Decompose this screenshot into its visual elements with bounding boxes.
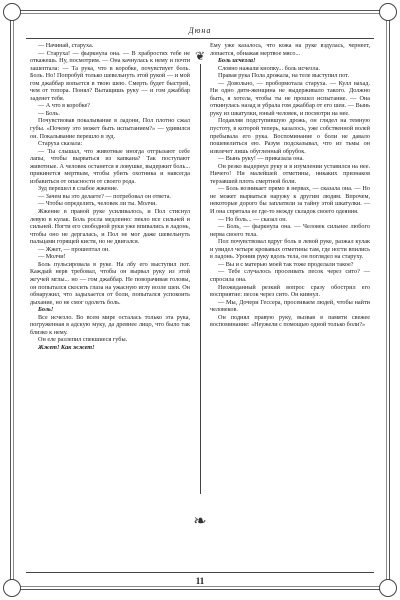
paragraph: Он резко выдернул руку и в изумлении уставился на нее. Ничего! Ни малейшей отметины, никаких признаков терзавшей плоть смертной боли. bbox=[210, 162, 370, 185]
paragraph: — Зачем вы это делаете? — потребовал он ответа. bbox=[38, 192, 171, 200]
paragraph: Старуха сказала: bbox=[38, 140, 83, 148]
corner-ornament-icon bbox=[379, 3, 397, 21]
paragraph: — Чтобы определить, человек ли ты. Молчи. bbox=[38, 200, 157, 208]
paragraph: Он поднял правую руку, вызвав в памяти свежее воспоминание: «Неужели с помощью одной только боли?» bbox=[210, 313, 370, 329]
paragraph: — Вы и с матерью моей так тоже проделали такое? bbox=[218, 260, 354, 268]
paragraph: — Вынь руку! — приказала она. bbox=[218, 155, 304, 163]
paragraph: Ему уже казалось, что кожа на руке вздулась, чернеет, лопается, обнажая мертвое мясо... bbox=[210, 42, 370, 57]
paragraph: Зуд перешел в слабое жжение. bbox=[38, 185, 119, 193]
paragraph: Жжение в правой руке усиливалось, и Пол стиснул левую в кулак. Боль росла медленно: пекло все сильней и сильней. Ногти его свободной руки уже впивались в ладонь, чтобы оно не дергалась, и Пол не мог даже шевельнуть пальцами горящей кисти, но не двигался. bbox=[30, 208, 190, 246]
paragraph: — Боль. bbox=[38, 109, 60, 117]
paragraph: Почувствовав покалывание в ладони, Пол плотно сжал губы. «Почему это может быть испытанием?» — удивился он. Покалывание перешло в зуд. bbox=[30, 117, 190, 140]
right-column bbox=[210, 42, 370, 562]
flourish-icon: ❦ bbox=[194, 49, 206, 63]
paragraph: — Старуха! — фыркнула она. — В храбростях тебе не откажешь. Ну, посмотрим. — Она качнулась к нему и почти зашептала: — Та рука, что в коробке, почувствует боль. Боль. Но! Попробуй только шевельнуть этой рукой — и мой гом джаббар вопьется в твою шею. Смерть будет быстрей, чем от топора. Понял? Вытащишь руку — и гом джаббар заденет тебя. bbox=[30, 49, 190, 102]
paragraph: — Боль, — фыркнула она. — Человек сильнее любого нерва своего тела. bbox=[210, 223, 370, 238]
paragraph: Все исчезло. Во всем мире осталась только эта рука, погруженная в адскую муку, да древнее лицо, что было так близко к нему. bbox=[30, 313, 190, 336]
paragraph: Он еле разлепил спекшиеся губы. bbox=[38, 336, 128, 344]
divider-line bbox=[200, 64, 201, 494]
paragraph: Словно нажали кнопку... боль исчезла. bbox=[218, 64, 320, 72]
paragraph: Подавляя подступившую дрожь, он глядел на темную пустоту, в которой теперь, казалось, уже собственной волей пребывала его рука. Воспоминание о боли не давало пошевелиться ею. Разум подсказывал, что из тьмы он извлечет лишь обугленный обрубок. bbox=[210, 117, 370, 155]
paragraph: — Жжет, — прошептал он. bbox=[38, 245, 110, 253]
paragraph: — Начинай, старуха. bbox=[38, 42, 94, 49]
paragraph: — Но боль... — сказал он. bbox=[218, 215, 288, 223]
paragraph: Боль! bbox=[38, 306, 54, 314]
paragraph: Неожиданный резкий вопрос сразу обострил его восприятие: песок через сито. Он кивнул. bbox=[210, 283, 370, 299]
column-divider bbox=[193, 44, 207, 564]
paragraph: Жжет! Как жжет! bbox=[38, 343, 95, 351]
corner-ornament-icon bbox=[3, 3, 21, 21]
paragraph: Боль исчезла! bbox=[218, 57, 256, 65]
header-rule bbox=[26, 38, 374, 39]
paragraph: — Боль возникает прямо в нервах, — сказала она. — Но не может вырваться наружу к другим людям. Впрочем, некоторые дорого бы заплатили за тайну этой шкатулки. — И она спрятала ее где-то между складок своего одеяния. bbox=[210, 185, 370, 216]
paragraph: — Тебе случалось просеивать песок через сито? — спросила она. bbox=[210, 268, 370, 283]
paragraph: Боль пульсировала в руке. На лбу его выступил пот. Каждый нерв требовал, чтобы он вырвал руку из этой жгучей мглы... но — гом джаббар. Не поворачивая головы, он попытался скосить глаза на ужасную иглу возле шеи. Он обнаружил, что задыхается от боли, попытался успокоить дыхание, но не смог одолеть боль. bbox=[30, 260, 190, 306]
paragraph: — А что в коробке? bbox=[38, 102, 91, 110]
flourish-icon: ❧ bbox=[193, 513, 207, 530]
left-column bbox=[30, 42, 190, 562]
paragraph: — Молчи! bbox=[38, 253, 66, 261]
paragraph: Правая рука Пола дрожала, на теле выступил пот. bbox=[218, 72, 349, 80]
paragraph: — Ты слышал, что животные иногда отгрызают себе лапы, чтобы вырваться из капкана? Так поступают животные. А человек останется в ловушке, выдержит боль... прикинется мертвым, чтобы убить охотника и навсегда избавиться от опасности от своего рода. bbox=[30, 147, 190, 185]
running-head: Дюна bbox=[188, 26, 212, 35]
paragraph: — Довольно, — пробормотала старуха. — Кулл вахад. Ни одно дитя-женщина не выдерживало такого. Должно быть, я хотела, чтобы ты не прошел испытание. — Она откинулась назад и убрала гом джаббар от его шеи. — Вынь руку из шкатулки, юный человек, и посмотри на нее. bbox=[210, 79, 370, 117]
paragraph: Пол почувствовал вдруг боль в левой руке, разжал кулак и увидел четыре кровавых отметины там, где ногти впились в ладонь. Уронив руку вдоль тела, он поглядел на старуху. bbox=[210, 238, 370, 261]
footer-rule bbox=[26, 572, 374, 573]
page-number: 11 bbox=[195, 576, 205, 586]
paragraph: — Мы, Дочери Гессера, просеиваем людей, чтобы найти человеков. bbox=[210, 298, 370, 314]
